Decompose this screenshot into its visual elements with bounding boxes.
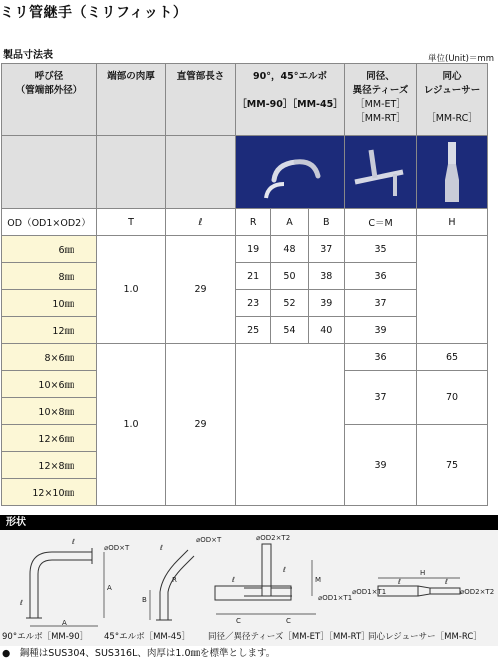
reducer-photo — [417, 136, 488, 209]
h-cell: 70 — [417, 371, 488, 425]
cm-cell: 37 — [345, 371, 417, 425]
h-cell: 75 — [417, 425, 488, 506]
header-od: 呼び径 （管端部外径） — [2, 64, 97, 136]
elbow-photo — [236, 136, 345, 209]
header-elbow: 90°，45°エルボ ［MM-90］［MM-45］ — [236, 64, 345, 136]
l-cell: 29 — [166, 344, 236, 506]
t-cell: 1.0 — [97, 344, 166, 506]
r-cell: 21 — [236, 263, 271, 290]
svg-text:ℓ: ℓ — [283, 566, 286, 574]
header-blank — [97, 136, 166, 209]
r-cell: 23 — [236, 290, 271, 317]
symbol-b: B — [308, 209, 344, 236]
dimension-table — [1, 63, 488, 506]
symbol-od: OD（OD1×OD2） — [2, 209, 97, 236]
symbol-a: A — [271, 209, 308, 236]
a-cell: 48 — [271, 236, 308, 263]
svg-text:R: R — [172, 576, 177, 584]
svg-text:A: A — [107, 584, 112, 592]
caption-reducer: 同心レジューサー［MM-RC］ — [368, 632, 482, 642]
symbol-l: ℓ — [166, 209, 236, 236]
svg-text:C: C — [236, 617, 241, 625]
unit-label: 単位(Unit)＝mm — [428, 54, 494, 64]
b-cell: 38 — [308, 263, 344, 290]
a-cell: 50 — [271, 263, 308, 290]
symbol-t: T — [97, 209, 166, 236]
reducer-od1-label: ⌀OD1×T1 — [352, 588, 387, 596]
symbol-cm: C＝M — [345, 209, 417, 236]
reducer-od2-label: ⌀OD2×T2 — [460, 588, 495, 596]
od-cell: 10×8㎜ — [2, 398, 97, 425]
shape-section-header: 形状 — [0, 515, 498, 530]
od-cell: 12×10㎜ — [2, 479, 97, 506]
od-cell: 12㎜ — [2, 317, 97, 344]
caption-elbow45: 45°エルボ［MM-45］ — [104, 632, 191, 642]
svg-text:ℓ: ℓ — [398, 578, 401, 586]
svg-text:ℓ: ℓ — [445, 578, 448, 586]
od-cell: 10㎜ — [2, 290, 97, 317]
shape-diagrams — [0, 530, 498, 646]
table-title: 製品寸法表 — [3, 50, 53, 61]
od-cell: 12×6㎜ — [2, 425, 97, 452]
header-blank — [2, 136, 97, 209]
h-cell: 65 — [417, 344, 488, 371]
cm-cell: 39 — [345, 425, 417, 506]
page-title: ミリ管継手（ミリフィット） — [0, 5, 188, 21]
od-cell: 8×6㎜ — [2, 344, 97, 371]
a-cell: 52 — [271, 290, 308, 317]
od-cell: 8㎜ — [2, 263, 97, 290]
tee-od1-label: ⌀OD1×T1 — [318, 594, 353, 602]
cm-cell: 35 — [345, 236, 417, 263]
svg-text:M: M — [315, 576, 322, 584]
r-cell: 19 — [236, 236, 271, 263]
od-cell: 6㎜ — [2, 236, 97, 263]
a-cell: 54 — [271, 317, 308, 344]
svg-text:H: H — [420, 569, 426, 577]
svg-text:ℓ: ℓ — [160, 544, 163, 552]
od-cell: 12×8㎜ — [2, 452, 97, 479]
symbol-r: R — [236, 209, 271, 236]
tee-photo — [345, 136, 417, 209]
footnote: ● 鋼種はSUS304、SUS316L、肉厚は1.0㎜を標準とします。 — [2, 648, 276, 659]
r-cell: 25 — [236, 317, 271, 344]
svg-text:B: B — [142, 596, 147, 604]
b-cell: 39 — [308, 290, 344, 317]
svg-text:ℓ: ℓ — [232, 576, 235, 584]
shape-drawings — [0, 530, 498, 630]
caption-tee: 同径／異径ティーズ［MM-ET］［MM-RT］ — [208, 632, 370, 642]
svg-text:A: A — [62, 619, 67, 627]
cm-cell: 36 — [345, 344, 417, 371]
svg-text:C: C — [286, 617, 291, 625]
symbol-h: H — [417, 209, 488, 236]
cm-cell: 39 — [345, 317, 417, 344]
b-cell: 40 — [308, 317, 344, 344]
tee-od2-label: ⌀OD2×T2 — [256, 534, 291, 542]
od-cell: 10×6㎜ — [2, 371, 97, 398]
cm-cell: 36 — [345, 263, 417, 290]
caption-elbow90: 90°エルボ［MM-90］ — [2, 632, 89, 642]
header-blank — [166, 136, 236, 209]
header-reducer: 同心 レジューサー ［MM-RC］ — [417, 64, 488, 136]
svg-text:ℓ: ℓ — [20, 599, 23, 607]
l-cell: 29 — [166, 236, 236, 344]
header-tee: 同径、 異径ティーズ ［MM-ET］ ［MM-RT］ — [345, 64, 417, 136]
cm-cell: 37 — [345, 290, 417, 317]
b-cell: 37 — [308, 236, 344, 263]
h-blank — [417, 236, 488, 344]
header-t: 端部の肉厚 — [97, 64, 166, 136]
elbow45-od-label: ⌀OD×T — [196, 536, 222, 544]
elbow90-od-label: ⌀OD×T — [104, 544, 130, 552]
header-l: 直管部長さ — [166, 64, 236, 136]
t-cell: 1.0 — [97, 236, 166, 344]
elbow-blank — [236, 344, 345, 506]
svg-text:ℓ: ℓ — [72, 538, 75, 546]
